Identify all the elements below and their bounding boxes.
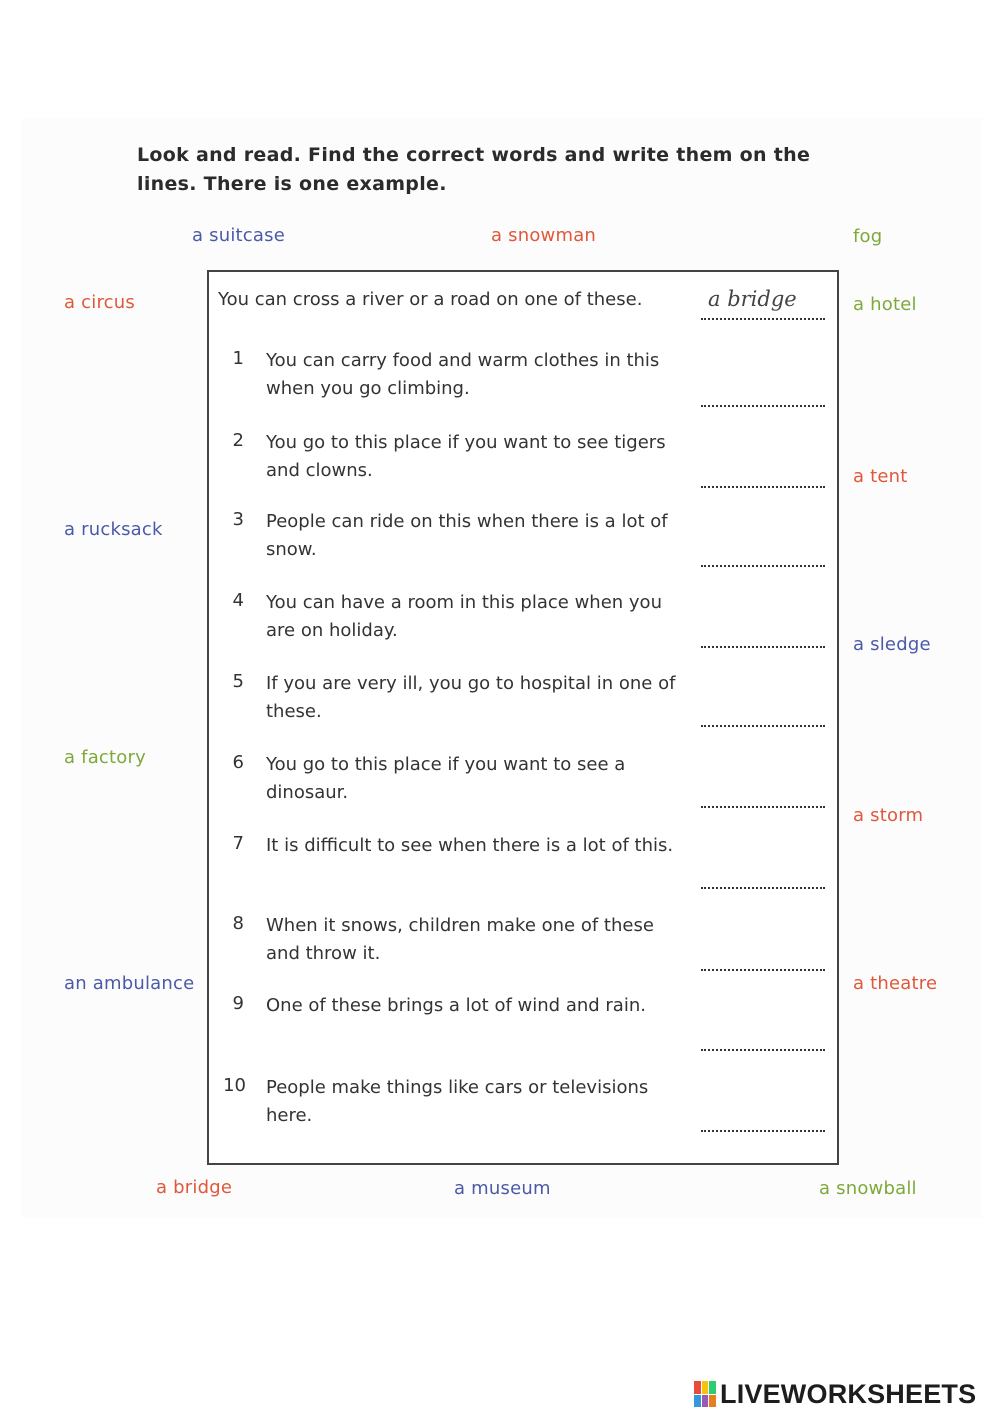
answer-blank[interactable] — [701, 486, 825, 488]
example-answer: a bridge — [708, 287, 797, 311]
question-text: People can ride on this when there is a lot of snow. — [266, 511, 668, 560]
question-text: People make things like cars or televisions here. — [266, 1077, 649, 1126]
instructions-text: Look and read. Find the correct words and write them on the lines. There is one example. — [137, 144, 811, 195]
question-text: When it snows, children make one of these and throw it. — [266, 915, 654, 964]
liveworksheets-logo-icon — [694, 1381, 716, 1407]
word-theatre: a theatre — [853, 973, 938, 994]
word-suitcase: a suitcase — [192, 225, 285, 246]
question-number: 6 — [232, 752, 244, 773]
question-number: 8 — [232, 913, 244, 934]
question-text: It is difficult to see when there is a lot of this. — [266, 835, 674, 856]
word-factory: a factory — [64, 747, 146, 768]
answer-blank[interactable] — [701, 646, 825, 648]
liveworksheets-logo[interactable] — [694, 1378, 976, 1410]
liveworksheets-brand-text: LIVEWORKSHEETS — [720, 1378, 977, 1409]
word-circus: a circus — [64, 292, 135, 313]
question-number: 7 — [232, 833, 244, 854]
question-number: 2 — [232, 430, 244, 451]
question-text: You go to this place if you want to see a dinosaur. — [266, 754, 626, 803]
example-answer-line — [701, 318, 825, 320]
word-tent: a tent — [853, 466, 908, 487]
question-number: 5 — [232, 671, 244, 692]
question-text: You can have a room in this place when you are on holiday. — [266, 592, 662, 641]
answer-blank[interactable] — [701, 405, 825, 407]
word-storm: a storm — [853, 805, 924, 826]
answer-blank[interactable] — [701, 1049, 825, 1051]
answer-blank[interactable] — [701, 806, 825, 808]
question-number: 1 — [232, 348, 244, 369]
word-sledge: a sledge — [853, 634, 931, 655]
answer-blank[interactable] — [701, 969, 825, 971]
word-ambulance: an ambulance — [64, 973, 195, 994]
answer-blank[interactable] — [701, 887, 825, 889]
question-text: You go to this place if you want to see tigers and clowns. — [266, 432, 666, 481]
question-number: 9 — [232, 993, 244, 1014]
answer-blank[interactable] — [701, 725, 825, 727]
answer-blank[interactable] — [701, 1130, 825, 1132]
word-bridge: a bridge — [156, 1177, 233, 1198]
question-number: 3 — [232, 509, 244, 530]
question-text: One of these brings a lot of wind and rain. — [266, 995, 646, 1016]
question-text: You can carry food and warm clothes in this when you go climbing. — [266, 350, 660, 399]
word-hotel: a hotel — [853, 294, 917, 315]
word-fog: fog — [853, 226, 883, 247]
question-text: If you are very ill, you go to hospital in one of these. — [266, 673, 676, 722]
word-rucksack: a rucksack — [64, 519, 163, 540]
word-museum: a museum — [454, 1178, 551, 1199]
example-question: You can cross a river or a road on one of these. — [218, 289, 643, 310]
answer-blank[interactable] — [701, 565, 825, 567]
question-number: 10 — [223, 1075, 246, 1096]
word-snowman: a snowman — [491, 225, 597, 246]
word-snowball: a snowball — [819, 1178, 917, 1199]
question-number: 4 — [232, 590, 244, 611]
